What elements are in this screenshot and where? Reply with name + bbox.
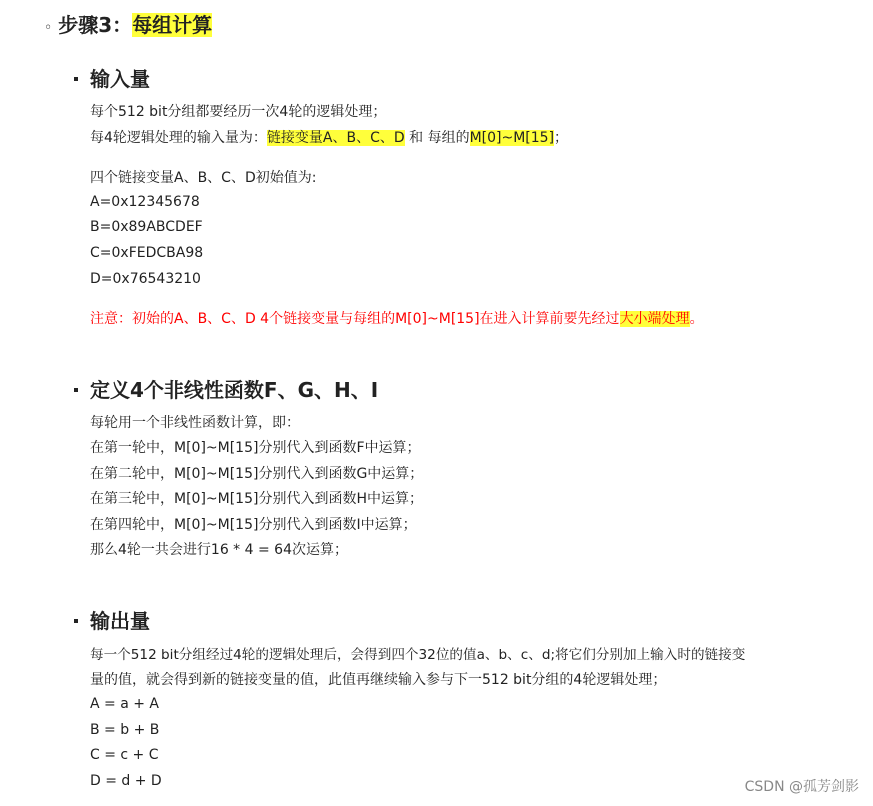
- section-funcs-title: 定义4个非线性函数F、G、H、I: [90, 378, 379, 402]
- output-eq-a: A = a + A: [90, 696, 159, 712]
- funcs-line-6: 那么4轮一共会进行16 * 4 = 64次运算；: [90, 542, 348, 558]
- output-para-line-2: 量的值，就会得到新的链接变量的值，此值再继续输入参与下一512 bit分组的4轮逻辑处理；: [90, 672, 667, 688]
- init-a: A=0x12345678: [90, 194, 200, 210]
- input-chain-vars-highlight: 链接变量A、B、C、D: [266, 130, 405, 146]
- output-eq-b: B = b + B: [90, 722, 160, 738]
- note-highlight: 大小端处理: [619, 311, 690, 327]
- section-output-heading: [74, 606, 150, 636]
- output-eq-d: D = d + D: [90, 773, 162, 789]
- input-line-2-mid: 和 每组的: [404, 130, 470, 146]
- funcs-line-1: 每轮用一个非线性函数计算，即：: [90, 415, 300, 431]
- input-line-2: [90, 125, 568, 151]
- step-label: 步骤3：: [58, 13, 133, 37]
- section-input-title: 输入量: [90, 67, 150, 91]
- funcs-line-2: 在第一轮中，M[0]~M[15]分别代入到函数F中运算；: [90, 440, 421, 456]
- init-title: 四个链接变量A、B、C、D初始值为:: [90, 170, 317, 186]
- step-highlight: 每组计算: [132, 13, 213, 37]
- input-m-range-highlight: M[0]~M[15]: [469, 130, 555, 146]
- init-c: C=0xFEDCBA98: [90, 245, 204, 261]
- init-d: D=0x76543210: [90, 271, 201, 287]
- input-line-2-prefix: 每4轮逻辑处理的输入量为：: [90, 130, 267, 146]
- output-eq-c: C = c + C: [90, 747, 159, 763]
- output-para-line-1: 每一个512 bit分组经过4轮的逻辑处理后，会得到四个32位的值a、b、c、d;将它们分别加上输入时的链接变: [90, 647, 746, 663]
- input-line-2-suffix: ；: [554, 130, 569, 146]
- init-b: B=0x89ABCDEF: [90, 219, 203, 235]
- section-input-heading: [74, 64, 150, 94]
- csdn-watermark: CSDN @孤芳剑影: [744, 779, 859, 795]
- square-bullet-icon: [74, 619, 78, 623]
- note-line: [90, 306, 704, 332]
- step-heading: [44, 10, 212, 40]
- funcs-line-4: 在第三轮中，M[0]~M[15]分别代入到函数H中运算；: [90, 491, 423, 507]
- section-output-title: 输出量: [90, 609, 150, 633]
- hollow-bullet-icon: ◦: [44, 20, 53, 36]
- note-suffix: 。: [689, 311, 704, 327]
- input-line-1: 每个512 bit分组都要经历一次4轮的逻辑处理；: [90, 104, 387, 120]
- square-bullet-icon: [74, 388, 78, 392]
- section-funcs-heading: [74, 375, 378, 405]
- note-prefix: 注意：初始的A、B、C、D 4个链接变量与每组的M[0]~M[15]在进入计算前要先经过: [90, 311, 620, 327]
- funcs-line-3: 在第二轮中，M[0]~M[15]分别代入到函数G中运算；: [90, 466, 424, 482]
- square-bullet-icon: [74, 77, 78, 81]
- funcs-line-5: 在第四轮中，M[0]~M[15]分别代入到函数I中运算；: [90, 517, 417, 533]
